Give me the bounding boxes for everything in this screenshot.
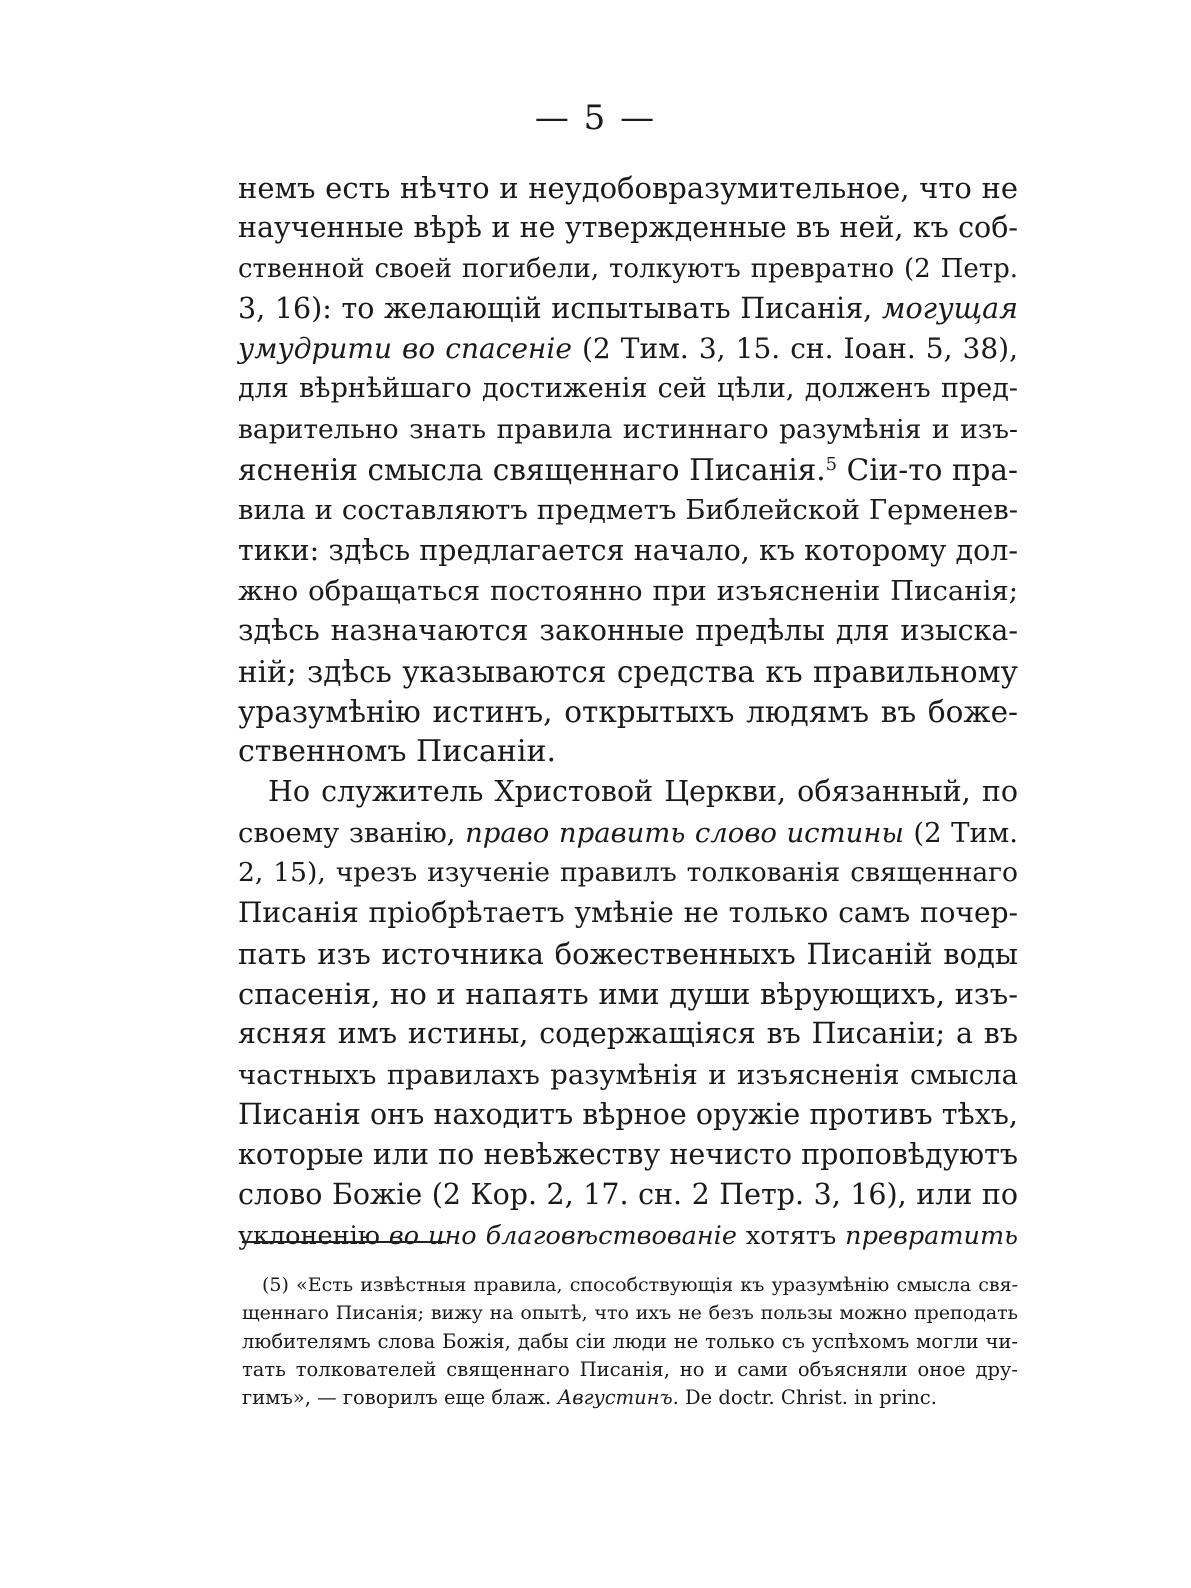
text-line: спасенія, но и напаять ими души вѣрующихъ, изъ- bbox=[238, 976, 1018, 1011]
text-segment: уклоненію bbox=[238, 1220, 380, 1251]
text-line bbox=[238, 329, 1018, 369]
text-segment: ясненія смысла священнаго Писанія. bbox=[238, 453, 826, 488]
text-line: которые или по невѣжеству нечисто проповѣдуютъ bbox=[238, 1138, 1018, 1172]
footnote-line: тать толкователей священнаго Писанія, но и сами объясняли оное дру- bbox=[242, 1357, 1018, 1381]
text-segment: хотятъ bbox=[745, 1220, 837, 1251]
text-line: пать изъ источника божественныхъ Писаній воды bbox=[238, 936, 1018, 971]
text-line bbox=[238, 450, 1018, 490]
text-line: тики: здѣсь предлагается начало, къ которому дол- bbox=[238, 533, 1018, 567]
footnote-line: (5) «Есть извѣстныя правила, способствующія къ уразумѣнію смысла свя- bbox=[262, 1274, 1018, 1296]
text-line: Но служитель Христовой Церкви, обязанный, по bbox=[268, 775, 1018, 809]
text-segment: Сіи-то пра- bbox=[846, 453, 1018, 488]
scripture-quote: право править слово истины bbox=[465, 816, 904, 849]
text-line: уразумѣнію истинъ, открытыхъ людямъ въ боже- bbox=[238, 694, 1018, 729]
scripture-quote: превратить bbox=[845, 1220, 1019, 1251]
main-text bbox=[238, 168, 1018, 1256]
scripture-quote: во ино благовѣствованіе bbox=[388, 1220, 737, 1251]
footnote-line: любителямъ слова Божія, дабы сіи люди не только съ успѣхомъ могли чи- bbox=[242, 1329, 1018, 1353]
scripture-quote: могущая bbox=[881, 291, 1018, 325]
text-line: для вѣрнѣйшаго достиженія сей цѣли, долженъ пред- bbox=[238, 373, 1018, 405]
text-line: Писанія онъ находитъ вѣрное оружіе противъ тѣхъ, bbox=[238, 1097, 1018, 1131]
footnote-line: щеннаго Писанія; вижу на опытѣ, что ихъ не безъ пользы можно преподать bbox=[242, 1302, 1018, 1325]
footnote-divider bbox=[242, 1241, 446, 1243]
text-line bbox=[238, 813, 1018, 853]
text-line: ясняя имъ истины, содержащіяся въ Писаніи; а въ bbox=[238, 1017, 1018, 1051]
text-line: здѣсь назначаются законные предѣлы для изыска- bbox=[238, 614, 1018, 648]
citation: De doctr. Christ. in princ. bbox=[684, 1386, 937, 1410]
text-line bbox=[238, 1216, 1018, 1256]
text-line: ственномъ Писаніи. bbox=[238, 734, 557, 770]
text-line: частныхъ правилахъ разумѣнія и изъясненія смысла bbox=[238, 1058, 1018, 1091]
footnote-line bbox=[242, 1384, 1018, 1412]
text-line: немъ есть нѣчто и неудобовразумительное, что не bbox=[238, 171, 1018, 205]
text-segment: 3, 16): то желающій испытывать Писанія, bbox=[238, 291, 873, 325]
scripture-quote: умудрити во спасеніе bbox=[238, 332, 572, 366]
text-line: ній; здѣсь указываются средства къ правильному bbox=[238, 654, 1018, 689]
text-segment: своему званію, bbox=[238, 816, 456, 849]
text-line bbox=[238, 289, 1018, 329]
text-line: жно обращаться постоянно при изъясненіи Писанія; bbox=[238, 574, 1018, 607]
page-number: — 5 — bbox=[534, 98, 657, 138]
footnote bbox=[242, 1271, 1018, 1412]
text-line: вила и составляютъ предметъ Библейской Герменев- bbox=[238, 494, 1018, 527]
text-segment: (2 Тим. 3, 15. сн. Іоан. 5, 38), bbox=[581, 332, 1019, 366]
footnote-ref: 5 bbox=[825, 454, 838, 476]
footnote-segment: гимъ», — говорилъ еще блаж. bbox=[242, 1386, 552, 1410]
text-segment: (2 Тим. bbox=[913, 816, 1018, 849]
text-line: 2, 15), чрезъ изученіе правилъ толкованія священнаго bbox=[238, 857, 1018, 889]
text-line: наученные вѣрѣ и не утвержденные въ ней, къ соб- bbox=[238, 211, 1018, 245]
text-line: слово Божіе (2 Кор. 2, 17. сн. 2 Петр. 3, 16), или по bbox=[238, 1178, 1018, 1212]
text-line: ственной своей погибели, толкуютъ превратно (2 Петр. bbox=[238, 253, 1018, 284]
text-line: Писанія пріобрѣтаетъ умѣніе не только самъ почер- bbox=[238, 896, 1018, 930]
text-line: варительно знать правила истиннаго разумѣнія и изъ- bbox=[238, 413, 1018, 445]
author-name: Августинъ. bbox=[557, 1386, 679, 1410]
